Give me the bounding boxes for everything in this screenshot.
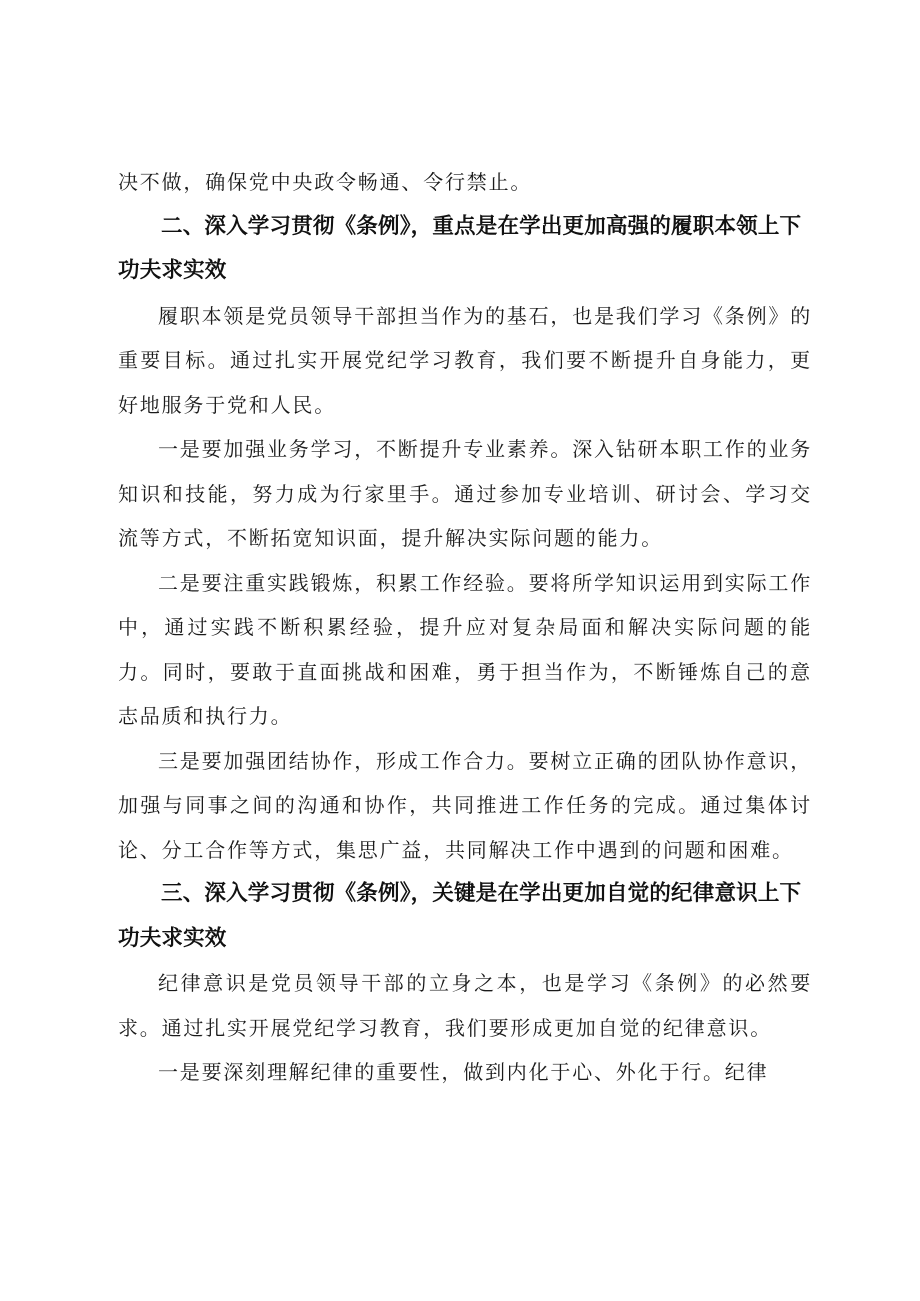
paragraph: 纪律意识是党员领导干部的立身之本，也是学习《条例》的必然要求。通过扎实开展党纪学习教育，我们要形成更加自觉的纪律意识。 xyxy=(118,971,812,1040)
paragraph: 一是要加强业务学习，不断提升专业素养。深入钻研本职工作的业务知识和技能，努力成为行家里手。通过参加专业培训、研讨会、学习交流等方式，不断拓宽知识面，提升解决实际问题的能力。 xyxy=(118,437,812,550)
paragraph: 三是要加强团结协作，形成工作合力。要树立正确的团队协作意识，加强与同事之间的沟通和协作，共同推进工作任务的完成。通过集体讨论、分工合作等方式，集思广益，共同解决工作中遇到的问题和困难。 xyxy=(118,748,812,862)
paragraph: 二是要注重实践锻炼，积累工作经验。要将所学知识运用到实际工作中，通过实践不断积累经验，提升应对复杂局面和解决实际问题的能力。同时，要敢于直面挑战和困难，勇于担当作为，不断锤炼自己的意志品质和执行力。 xyxy=(118,570,812,728)
paragraph: 履职本领是党员领导干部担当作为的基石，也是我们学习《条例》的重要目标。通过扎实开展党纪学习教育，我们要不断提升自身能力，更好地服务于党和人民。 xyxy=(118,303,812,417)
paragraph: 一是要深刻理解纪律的重要性，做到内化于心、外化于行。纪律 xyxy=(158,1060,769,1084)
section-heading-3: 三、深入学习贯彻《条例》，关键是在学出更加自觉的纪律意识上下功夫求实效 xyxy=(118,881,802,951)
section-heading-2: 二、深入学习贯彻《条例》，重点是在学出更加高强的履职本领上下功夫求实效 xyxy=(118,213,802,283)
paragraph-continued: 决不做，确保党中央政令畅通、令行禁止。 xyxy=(118,170,533,194)
document-body xyxy=(118,160,812,1095)
